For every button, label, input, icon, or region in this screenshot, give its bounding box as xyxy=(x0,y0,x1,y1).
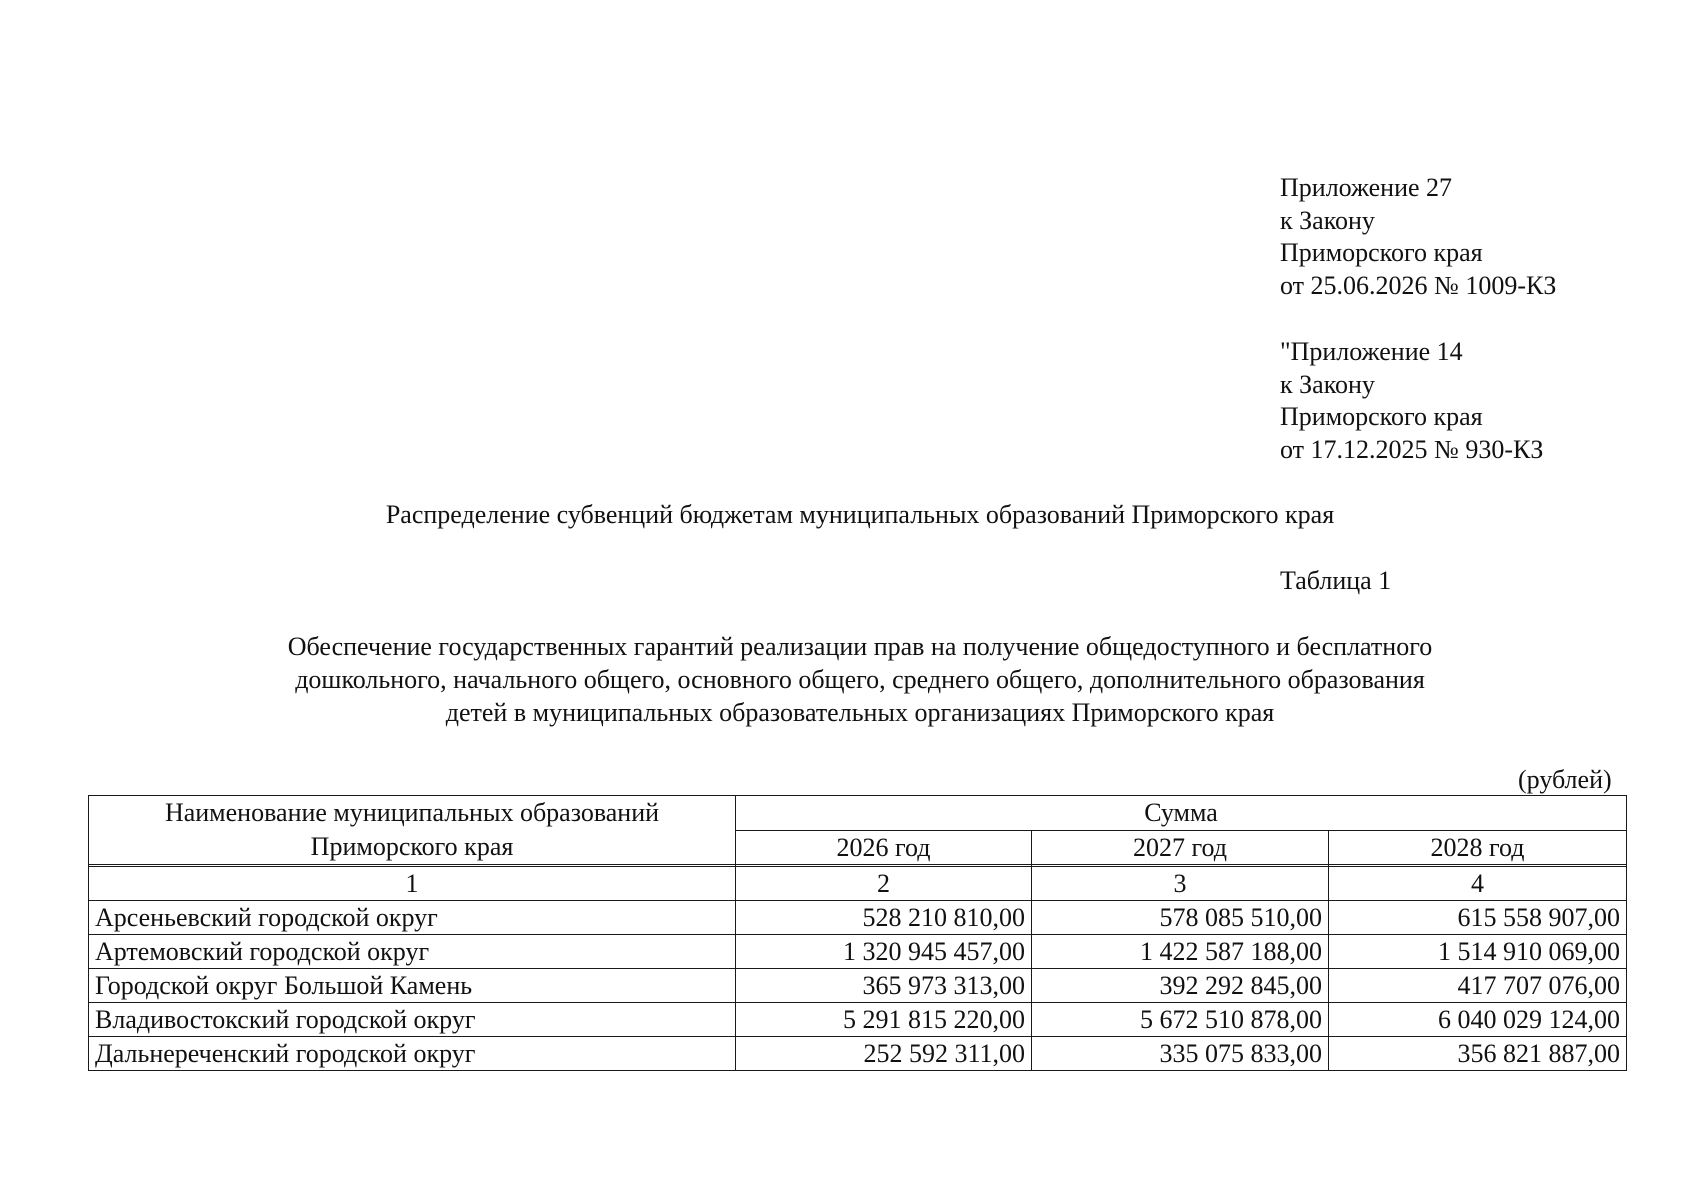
table-header-row-1 xyxy=(89,796,1627,831)
table-title xyxy=(0,630,1692,729)
municipality-name: Городской округ Большой Камень xyxy=(89,969,736,1003)
annex-original-line-1: "Приложение 14 xyxy=(1280,337,1463,366)
amount-2027: 335 075 833,00 xyxy=(1032,1037,1329,1071)
header-year-2027: 2027 год xyxy=(1032,830,1329,865)
amount-2026: 528 210 810,00 xyxy=(736,901,1032,935)
annex-current-line-2: к Закону xyxy=(1280,205,1375,235)
header-name-line-2: Приморского края xyxy=(310,832,514,861)
header-year-2028: 2028 год xyxy=(1329,830,1627,865)
header-name-line-1: Наименование муниципальных образований xyxy=(164,798,660,827)
amount-2026: 365 973 313,00 xyxy=(736,969,1032,1003)
table-title-line-2: дошкольного, начального общего, основного общего, среднего общего, дополнительного образования xyxy=(295,665,1425,694)
annex-original-line-2: к Закону xyxy=(1280,369,1375,399)
table-title-line-1: Обеспечение государственных гарантий реализации прав на получение общедоступного и бесплатного xyxy=(287,632,1433,661)
amount-2028: 417 707 076,00 xyxy=(1329,969,1627,1003)
annex-original-line-3: Приморского края xyxy=(1280,402,1483,431)
amount-2026: 1 320 945 457,00 xyxy=(736,935,1032,969)
municipality-name: Артемовский городской округ xyxy=(89,935,736,969)
column-number-row xyxy=(89,867,1627,901)
header-name-cell xyxy=(89,796,736,865)
amount-2028: 6 040 029 124,00 xyxy=(1329,1003,1627,1037)
annex-current-block xyxy=(1280,172,1556,302)
column-number-3: 3 xyxy=(1032,867,1329,901)
column-number-4: 4 xyxy=(1329,867,1627,901)
amount-2028: 1 514 910 069,00 xyxy=(1329,935,1627,969)
units-label: (рублей) xyxy=(1518,765,1612,794)
amount-2027: 578 085 510,00 xyxy=(1032,901,1329,935)
header-sum-cell: Сумма xyxy=(736,796,1627,831)
table-row xyxy=(89,901,1627,935)
annex-original-line-4: от 17.12.2025 № 930-КЗ xyxy=(1280,434,1544,464)
annex-original-block xyxy=(1280,336,1543,466)
distribution-title: Распределение субвенций бюджетам муниципальных образований Приморского края xyxy=(385,500,1335,529)
annex-current-line-1: Приложение 27 xyxy=(1280,173,1453,202)
amount-2028: 356 821 887,00 xyxy=(1329,1037,1627,1071)
amount-2027: 1 422 587 188,00 xyxy=(1032,935,1329,969)
column-number-2: 2 xyxy=(736,867,1032,901)
subvention-table xyxy=(88,795,1627,1071)
amount-2026: 252 592 311,00 xyxy=(736,1037,1032,1071)
table-row xyxy=(89,935,1627,969)
amount-2026: 5 291 815 220,00 xyxy=(736,1003,1032,1037)
table-row xyxy=(89,1037,1627,1071)
header-year-2026: 2026 год xyxy=(736,830,1032,865)
municipality-name: Владивостокский городской округ xyxy=(89,1003,736,1037)
amount-2028: 615 558 907,00 xyxy=(1329,901,1627,935)
table-label: Таблица 1 xyxy=(1280,566,1392,595)
table-row xyxy=(89,1003,1627,1037)
table-title-line-3: детей в муниципальных образовательных организациях Приморского края xyxy=(445,698,1275,727)
municipality-name: Дальнереченский городской округ xyxy=(89,1037,736,1071)
annex-current-line-4: от 25.06.2026 № 1009-КЗ xyxy=(1280,270,1557,300)
column-number-1: 1 xyxy=(89,867,736,901)
municipality-name: Арсеньевский городской округ xyxy=(89,901,736,935)
table-row xyxy=(89,969,1627,1003)
amount-2027: 5 672 510 878,00 xyxy=(1032,1003,1329,1037)
annex-current-line-3: Приморского края xyxy=(1280,238,1483,267)
amount-2027: 392 292 845,00 xyxy=(1032,969,1329,1003)
